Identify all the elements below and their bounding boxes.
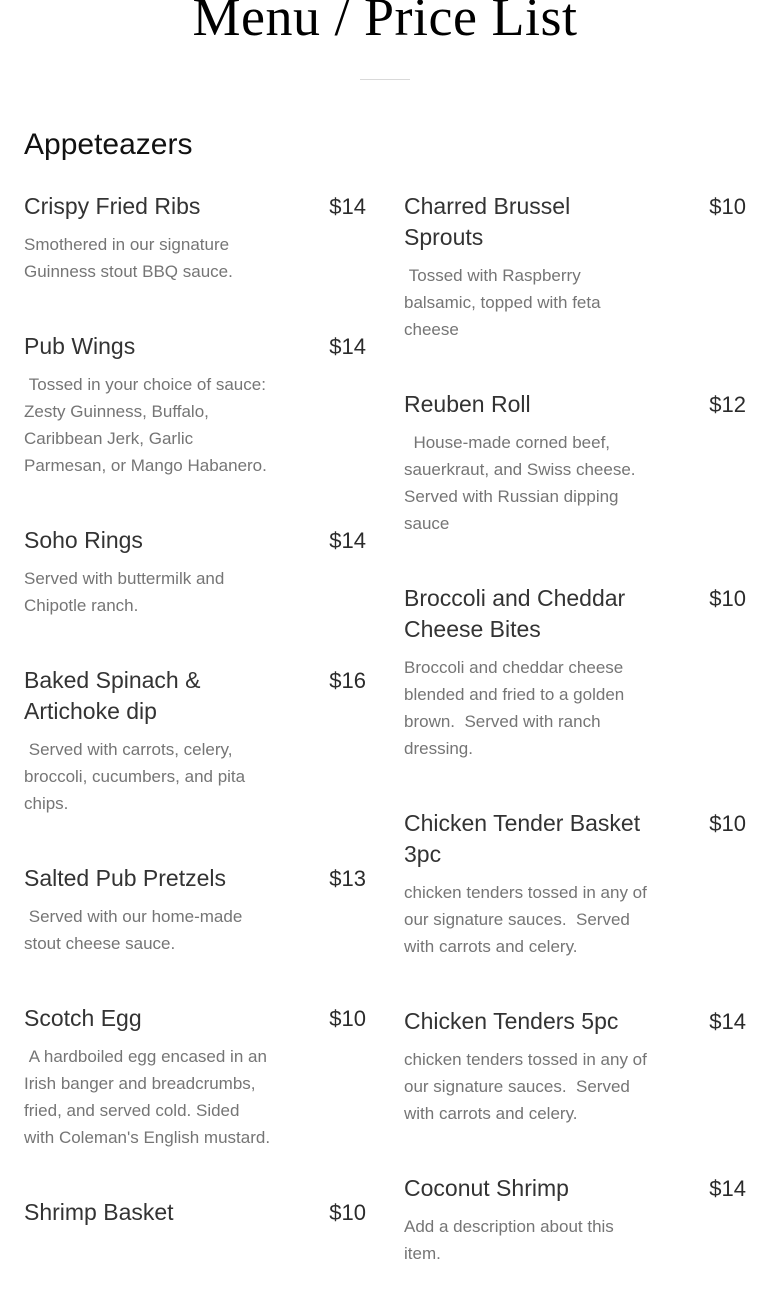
- item-name: Crispy Fried Ribs: [24, 193, 201, 219]
- menu-item-text: [404, 389, 652, 537]
- menu-item-text: [24, 863, 272, 957]
- item-price: $14: [709, 1009, 746, 1034]
- menu-item: [24, 525, 366, 619]
- menu-item: [404, 808, 746, 960]
- menu-column-right: [404, 191, 746, 1313]
- item-price: $14: [709, 1176, 746, 1201]
- item-description: House-made corned beef, sauerkraut, and Swiss cheese. Served with Russian dipping sauce: [404, 433, 641, 533]
- item-name: Baked Spinach & Artichoke dip: [24, 667, 201, 724]
- item-name: Chicken Tender Basket 3pc: [404, 810, 641, 867]
- item-price: $14: [329, 194, 366, 219]
- menu-item: [24, 331, 366, 479]
- item-price: $10: [709, 194, 746, 219]
- item-description: Broccoli and cheddar cheese blended and fried to a golden brown. Served with ranch dressing.: [404, 658, 629, 758]
- menu-item-text: [24, 525, 272, 619]
- section-heading: Appeteazers: [24, 128, 193, 161]
- item-description: Add a description about this item.: [404, 1217, 619, 1263]
- page-title: Menu / Price List: [192, 0, 578, 47]
- item-description: Tossed with Raspberry balsamic, topped with feta cheese: [404, 266, 606, 339]
- item-description: chicken tenders tossed in any of our signature sauces. Served with carrots and celery.: [404, 883, 652, 956]
- menu-item: [24, 191, 366, 285]
- menu-item-text: [404, 1006, 652, 1127]
- menu-item: [24, 665, 366, 817]
- menu-item-text: [404, 808, 652, 960]
- menu-item-text: [24, 191, 272, 285]
- item-price: $16: [329, 668, 366, 693]
- menu-item: [24, 1003, 366, 1151]
- item-name: Salted Pub Pretzels: [24, 865, 227, 891]
- item-name: Chicken Tenders 5pc: [404, 1008, 619, 1034]
- item-description: Smothered in our signature Guinness stout BBQ sauce.: [24, 235, 234, 281]
- item-price: $13: [329, 866, 366, 891]
- item-name: Soho Rings: [24, 527, 143, 553]
- menu-item: [24, 1197, 366, 1228]
- item-name: Coconut Shrimp: [404, 1175, 569, 1201]
- menu-column-left: [24, 191, 366, 1274]
- item-name: Broccoli and Cheddar Cheese Bites: [404, 585, 626, 642]
- item-description: Served with buttermilk and Chipotle ranch.: [24, 569, 230, 615]
- item-name: Shrimp Basket: [24, 1199, 174, 1225]
- menu-item-text: [404, 1173, 652, 1267]
- menu-item-text: [24, 1197, 272, 1228]
- item-price: $10: [709, 811, 746, 836]
- menu-item-text: [24, 331, 272, 479]
- item-description: Tossed in your choice of sauce: Zesty Guinness, Buffalo, Caribbean Jerk, Garlic Parmesan, or Mango Habanero.: [24, 375, 271, 475]
- item-price: $14: [329, 334, 366, 359]
- item-description: Served with carrots, celery, broccoli, cucumbers, and pita chips.: [24, 740, 250, 813]
- menu-item-text: [24, 665, 272, 817]
- menu-grid: [24, 191, 746, 1313]
- menu-item-text: [24, 1003, 272, 1151]
- item-name: Scotch Egg: [24, 1005, 142, 1031]
- item-description: A hardboiled egg encased in an Irish banger and breadcrumbs, fried, and served cold. Sided with Coleman's English mustard.: [24, 1047, 272, 1147]
- menu-item: [404, 389, 746, 537]
- item-price: $10: [329, 1200, 366, 1225]
- menu-item: [404, 583, 746, 762]
- menu-item: [24, 863, 366, 957]
- menu-item-text: [404, 583, 652, 762]
- item-price: $10: [709, 586, 746, 611]
- menu-item: [404, 191, 746, 343]
- item-name: Pub Wings: [24, 333, 136, 359]
- item-name: Reuben Roll: [404, 391, 531, 417]
- title-divider: [360, 79, 410, 80]
- item-price: $14: [329, 528, 366, 553]
- item-description: chicken tenders tossed in any of our signature sauces. Served with carrots and celery.: [404, 1050, 652, 1123]
- menu-item-text: [404, 191, 652, 343]
- item-price: $12: [709, 392, 746, 417]
- item-price: $10: [329, 1006, 366, 1031]
- menu-item: [404, 1173, 746, 1267]
- item-description: Served with our home-made stout cheese sauce.: [24, 907, 248, 953]
- item-name: Charred Brussel Sprouts: [404, 193, 571, 250]
- menu-item: [404, 1006, 746, 1127]
